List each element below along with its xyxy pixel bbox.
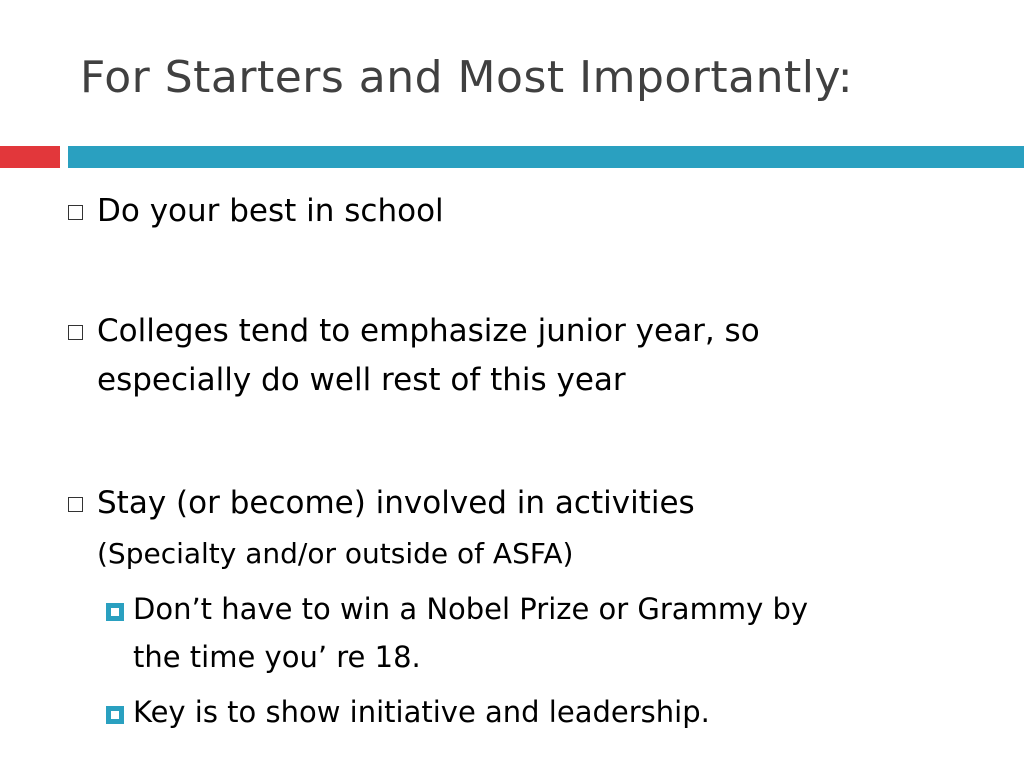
bullet-text-2-line2: especially do well rest of this year <box>97 362 626 398</box>
hollow-square-bullet-icon <box>68 497 83 512</box>
sub-bullet-text-2: Key is to show initiative and leadership. <box>133 695 710 729</box>
sub-bullet-text-1-line1: Don’t have to win a Nobel Prize or Grammy by <box>133 592 809 626</box>
bullet-text-2-line1: Colleges tend to emphasize junior year, so <box>97 313 760 349</box>
slide-title: For Starters and Most Importantly: <box>80 52 854 103</box>
bullet-text-3-line1: Stay (or become) involved in activities <box>97 485 695 521</box>
hollow-square-bullet-icon <box>68 325 83 340</box>
sub-bullet-text-1-line2: the time you’ re 18. <box>133 640 421 674</box>
filled-square-bullet-icon <box>106 603 124 621</box>
hollow-square-bullet-icon <box>68 205 83 220</box>
filled-square-bullet-icon <box>106 706 124 724</box>
bullet-text-3-line2: (Specialty and/or outside of ASFA) <box>97 537 574 570</box>
bullet-text-1: Do your best in school <box>97 193 444 229</box>
